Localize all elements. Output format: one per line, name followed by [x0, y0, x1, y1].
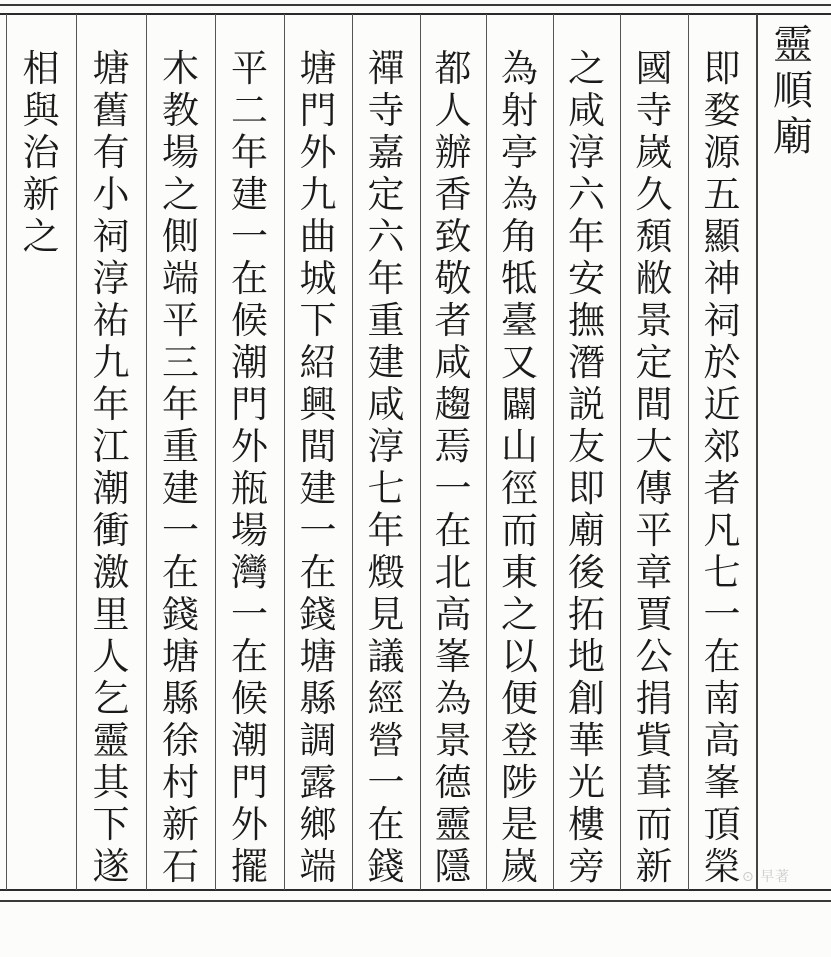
text-char: 之 — [162, 173, 199, 216]
text-char: 臺 — [501, 299, 538, 342]
text-char: 錢 — [367, 845, 405, 888]
text-char: 地 — [568, 635, 605, 678]
text-char: 年 — [92, 383, 130, 426]
text-char: 塘 — [299, 635, 337, 678]
text-char: 淳 — [367, 425, 405, 468]
text-char: 一 — [162, 509, 199, 552]
text-char: 外 — [299, 131, 337, 174]
text-column — [289, 48, 347, 888]
text-char: 峯 — [434, 635, 472, 678]
text-char: 拓 — [568, 593, 605, 636]
text-char: 捐 — [635, 677, 673, 720]
text-char: 建 — [231, 173, 268, 216]
text-char: 祠 — [703, 299, 741, 342]
text-char: 即 — [568, 467, 605, 510]
text-char: 南 — [703, 677, 741, 720]
text-char: 光 — [568, 761, 605, 804]
text-char: 平 — [231, 47, 268, 90]
text-char: 年 — [568, 215, 605, 258]
text-char: 外 — [231, 425, 268, 468]
text-char: 亭 — [501, 131, 538, 174]
text-char: 平 — [162, 299, 199, 342]
text-char: 咸 — [568, 89, 605, 132]
column-divider — [553, 14, 554, 890]
text-char: 淳 — [92, 257, 130, 300]
text-char: 舊 — [92, 89, 130, 132]
text-char: 江 — [92, 425, 130, 468]
text-char: 錢 — [162, 593, 199, 636]
text-char: 紹 — [299, 341, 337, 384]
text-char: 靈 — [434, 803, 472, 846]
text-char: 重 — [162, 425, 199, 468]
text-char: 禪 — [367, 47, 405, 90]
text-char: 撫 — [568, 299, 605, 342]
top-border-outer — [0, 4, 831, 6]
text-char: 人 — [434, 89, 472, 132]
text-char: 嵗 — [501, 845, 538, 888]
text-char: 在 — [231, 257, 268, 300]
watermark-text: 早著 — [760, 869, 791, 885]
text-char: 九 — [299, 173, 337, 216]
text-char: 嘉 — [367, 131, 405, 174]
text-char: 華 — [568, 719, 605, 762]
text-char: 定 — [635, 341, 673, 384]
text-char: 定 — [367, 173, 405, 216]
text-char: 寺 — [635, 89, 673, 132]
bottom-border-inner — [0, 889, 831, 891]
text-char: 者 — [434, 299, 472, 342]
text-char: 側 — [162, 215, 199, 258]
text-char: 重 — [367, 299, 405, 342]
text-char: 端 — [162, 257, 199, 300]
text-char: 建 — [299, 467, 337, 510]
text-column — [221, 48, 279, 888]
text-char: 三 — [162, 341, 199, 384]
text-char: 潮 — [231, 341, 268, 384]
text-char: 年 — [231, 131, 268, 174]
text-column — [424, 48, 482, 888]
text-char: 一 — [231, 215, 268, 258]
text-char: 塘 — [299, 47, 337, 90]
text-char: 説 — [568, 383, 605, 426]
text-char: 一 — [367, 761, 405, 804]
text-char: 城 — [299, 257, 337, 300]
text-char: 角 — [501, 215, 538, 258]
column-divider — [146, 14, 147, 890]
text-char: 陟 — [501, 761, 538, 804]
text-char: 在 — [367, 803, 405, 846]
document-title — [756, 22, 830, 160]
text-char: 端 — [299, 845, 337, 888]
text-char: 縣 — [299, 677, 337, 720]
text-char: 間 — [635, 383, 673, 426]
text-char: 見 — [367, 593, 405, 636]
text-char: 貲 — [635, 719, 673, 762]
text-column — [693, 48, 751, 888]
text-char: 廟 — [568, 509, 605, 552]
column-divider — [284, 14, 285, 890]
text-char: 源 — [703, 131, 741, 174]
watermark — [742, 866, 790, 886]
text-column — [12, 48, 70, 258]
text-char: 門 — [299, 89, 337, 132]
text-char: 射 — [501, 89, 538, 132]
text-char: 闢 — [501, 383, 538, 426]
text-char: 辦 — [434, 131, 472, 174]
text-char: 徑 — [501, 467, 538, 510]
text-char: 傳 — [635, 467, 673, 510]
text-char: 為 — [501, 173, 538, 216]
text-char: 即 — [703, 47, 741, 90]
text-char: 都 — [434, 47, 472, 90]
text-char: 教 — [162, 89, 199, 132]
text-char: 擺 — [231, 845, 268, 888]
text-char: 又 — [501, 341, 538, 384]
text-char: 石 — [162, 845, 199, 888]
text-char: 葺 — [635, 761, 673, 804]
text-char: 遂 — [92, 845, 130, 888]
text-char: 相 — [22, 47, 60, 90]
text-char: 之 — [501, 593, 538, 636]
text-char: 而 — [635, 803, 673, 846]
text-char: 香 — [434, 173, 472, 216]
text-char: 安 — [568, 257, 605, 300]
text-char: 一 — [434, 467, 472, 510]
text-char: 露 — [299, 761, 337, 804]
text-char: 下 — [299, 299, 337, 342]
text-char: 隱 — [434, 845, 472, 888]
text-char: 燬 — [367, 551, 405, 594]
text-char: 灣 — [231, 551, 268, 594]
text-char: 便 — [501, 677, 538, 720]
text-char: 潮 — [92, 467, 130, 510]
text-column — [357, 48, 415, 888]
text-char: 頂 — [703, 803, 741, 846]
column-divider — [6, 14, 7, 890]
text-char: 賈 — [635, 593, 673, 636]
text-char: 旁 — [568, 845, 605, 888]
text-char: 是 — [501, 803, 538, 846]
text-char: 者 — [703, 467, 741, 510]
text-char: 德 — [434, 761, 472, 804]
text-char: 以 — [501, 635, 538, 678]
text-char: 樓 — [568, 803, 605, 846]
text-char: 大 — [635, 425, 673, 468]
text-char: 營 — [367, 719, 405, 762]
text-column — [558, 48, 616, 888]
text-char: 年 — [162, 383, 199, 426]
text-char: 經 — [367, 677, 405, 720]
text-char: 祐 — [92, 299, 130, 342]
text-char: 里 — [92, 593, 130, 636]
text-char: 年 — [367, 257, 405, 300]
text-char: 平 — [635, 509, 673, 552]
text-char: 調 — [299, 719, 337, 762]
text-char: 趨 — [434, 383, 472, 426]
text-char: 七 — [367, 467, 405, 510]
text-char: 建 — [162, 467, 199, 510]
text-char: 二 — [231, 89, 268, 132]
column-divider — [76, 14, 77, 890]
text-char: 靈 — [92, 719, 130, 762]
text-char: 淳 — [568, 131, 605, 174]
text-char: 六 — [367, 215, 405, 258]
text-char: 登 — [501, 719, 538, 762]
text-char: 創 — [568, 677, 605, 720]
column-divider — [215, 14, 216, 890]
text-char: 場 — [162, 131, 199, 174]
text-char: 敬 — [434, 257, 472, 300]
text-char: 咸 — [367, 383, 405, 426]
text-char: 景 — [434, 719, 472, 762]
text-char: 為 — [501, 47, 538, 90]
text-char: 一 — [231, 593, 268, 636]
text-column — [82, 48, 140, 888]
text-char: 與 — [22, 89, 60, 132]
column-divider — [352, 14, 353, 890]
text-char: 其 — [92, 761, 130, 804]
text-char: 之 — [568, 47, 605, 90]
text-char: 九 — [92, 341, 130, 384]
text-char: 山 — [501, 425, 538, 468]
text-char: 候 — [231, 299, 268, 342]
text-char: 後 — [568, 551, 605, 594]
text-char: 祠 — [92, 215, 130, 258]
text-char: 東 — [501, 551, 538, 594]
text-char: 友 — [568, 425, 605, 468]
text-char: 下 — [92, 803, 130, 846]
text-char: 顯 — [703, 215, 741, 258]
column-divider — [688, 14, 689, 890]
title-char: 順 — [773, 68, 813, 114]
text-column — [491, 48, 549, 888]
text-char: 小 — [92, 173, 130, 216]
text-char: 敝 — [635, 257, 673, 300]
text-char: 有 — [92, 131, 130, 174]
text-char: 寺 — [367, 89, 405, 132]
text-char: 新 — [162, 803, 199, 846]
column-divider — [486, 14, 487, 890]
text-char: 錢 — [299, 593, 337, 636]
text-char: 婺 — [703, 89, 741, 132]
text-char: 在 — [162, 551, 199, 594]
text-char: 間 — [299, 425, 337, 468]
text-char: 七 — [703, 551, 741, 594]
text-char: 致 — [434, 215, 472, 258]
text-char: 徐 — [162, 719, 199, 762]
text-char: 縣 — [162, 677, 199, 720]
text-char: 郊 — [703, 425, 741, 468]
column-divider — [420, 14, 421, 890]
text-char: 牴 — [501, 257, 538, 300]
text-char: 衝 — [92, 509, 130, 552]
text-char: 為 — [434, 677, 472, 720]
text-char: 在 — [231, 635, 268, 678]
text-char: 木 — [162, 47, 199, 90]
text-char: 凡 — [703, 509, 741, 552]
text-char: 外 — [231, 803, 268, 846]
text-column — [152, 48, 210, 888]
text-char: 一 — [299, 509, 337, 552]
text-char: 鄉 — [299, 803, 337, 846]
text-char: 峯 — [703, 761, 741, 804]
text-char: 塘 — [92, 47, 130, 90]
text-char: 景 — [635, 299, 673, 342]
text-char: 於 — [703, 341, 741, 384]
text-char: 場 — [231, 509, 268, 552]
text-char: 人 — [92, 635, 130, 678]
text-char: 高 — [434, 593, 472, 636]
text-char: 治 — [22, 131, 60, 174]
text-char: 焉 — [434, 425, 472, 468]
text-char: 一 — [703, 593, 741, 636]
text-char: 新 — [635, 845, 673, 888]
text-char: 神 — [703, 257, 741, 300]
text-char: 村 — [162, 761, 199, 804]
text-char: 門 — [231, 761, 268, 804]
text-char: 在 — [703, 635, 741, 678]
text-column — [625, 48, 683, 888]
text-char: 建 — [367, 341, 405, 384]
text-char: 門 — [231, 383, 268, 426]
text-char: 候 — [231, 677, 268, 720]
text-char: 近 — [703, 383, 741, 426]
text-char: 乞 — [92, 677, 130, 720]
top-border-inner — [0, 13, 831, 15]
text-char: 咸 — [434, 341, 472, 384]
text-char: 嵗 — [635, 131, 673, 174]
text-char: 年 — [367, 509, 405, 552]
logo-mark-icon: ⊙ — [742, 869, 755, 885]
text-char: 章 — [635, 551, 673, 594]
text-char: 潛 — [568, 341, 605, 384]
text-char: 塘 — [162, 635, 199, 678]
text-char: 曲 — [299, 215, 337, 258]
text-char: 公 — [635, 635, 673, 678]
text-char: 國 — [635, 47, 673, 90]
text-char: 高 — [703, 719, 741, 762]
text-char: 之 — [22, 215, 60, 258]
title-char: 靈 — [773, 22, 813, 68]
text-char: 激 — [92, 551, 130, 594]
text-char: 潮 — [231, 719, 268, 762]
title-char: 廟 — [773, 114, 813, 160]
text-char: 瓶 — [231, 467, 268, 510]
text-char: 久 — [635, 173, 673, 216]
text-char: 在 — [434, 509, 472, 552]
column-divider — [620, 14, 621, 890]
bottom-border-outer — [0, 900, 831, 902]
text-char: 議 — [367, 635, 405, 678]
text-char: 興 — [299, 383, 337, 426]
text-char: 榮 — [703, 845, 741, 888]
text-char: 而 — [501, 509, 538, 552]
text-char: 六 — [568, 173, 605, 216]
text-char: 北 — [434, 551, 472, 594]
text-char: 頹 — [635, 215, 673, 258]
text-char: 五 — [703, 173, 741, 216]
text-char: 新 — [22, 173, 60, 216]
text-char: 在 — [299, 551, 337, 594]
